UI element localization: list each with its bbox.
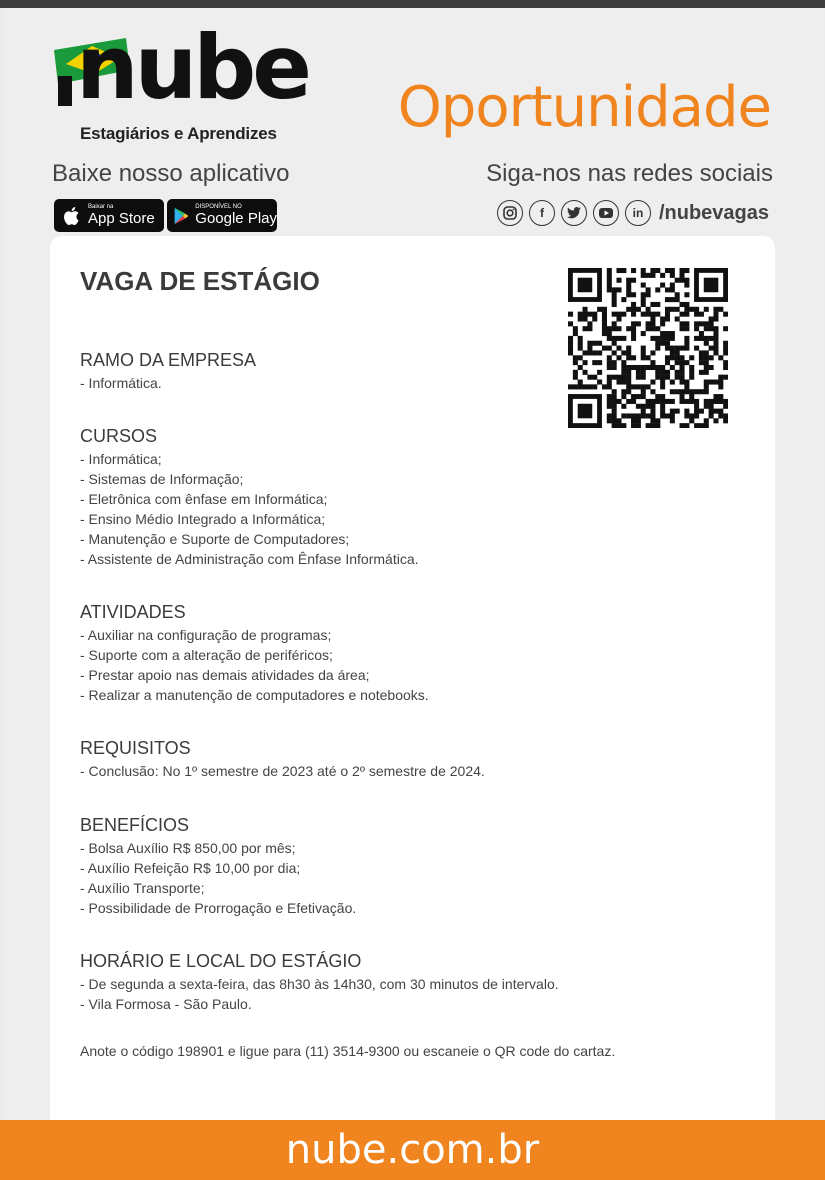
social-handle[interactable]: /nubevagas [658,201,769,224]
list-item: - Possibilidade de Prorrogação e Efetivação. [80,900,357,916]
section-title: REQUISITOS [80,738,191,758]
list-item: - Bolsa Auxílio R$ 850,00 por mês; [80,840,296,856]
section-ramo [80,349,256,393]
list-item: - Ensino Médio Integrado a Informática; [80,511,326,527]
linkedin-icon[interactable]: in [625,200,651,226]
list-item: - Prestar apoio nas demais atividades da área; [80,667,370,683]
logo-wordmark: nube [76,16,308,119]
app-store-label: App Store [88,210,155,227]
list-item: - Informática. [80,375,162,391]
section-title: ATIVIDADES [80,602,186,622]
window-top-bar [0,0,825,8]
contact-note: Anote o código 198901 e ligue para (11) 3514-9300 ou escaneie o QR code do cartaz. [80,1043,616,1059]
list-item: - Informática; [80,451,162,467]
app-download-title: Baixe nosso aplicativo [52,160,290,187]
list-item: - Vila Formosa - São Paulo. [80,996,252,1012]
google-play-label: Google Play [195,210,277,227]
section-title: BENEFÍCIOS [80,815,190,835]
instagram-icon[interactable] [497,200,523,226]
google-play-button[interactable] [167,199,277,232]
list-item: - Auxiliar na configuração de programas; [80,627,332,643]
section-title: HORÁRIO E LOCAL DO ESTÁGIO [80,951,362,971]
section-horario [80,950,559,1014]
list-item: - Conclusão: No 1º semestre de 2023 até o 2º semestre de 2024. [80,763,485,779]
twitter-icon[interactable] [561,200,587,226]
footer-bar [0,1120,825,1180]
job-title: VAGA DE ESTÁGIO [80,266,320,296]
list-item: - Assistente de Administração com Ênfase Informática. [80,551,419,567]
nube-logo [52,16,312,144]
qr-code[interactable] [568,268,728,428]
section-atividades [80,601,429,705]
list-item: - Auxílio Refeição R$ 10,00 por dia; [80,860,301,876]
social-links [497,200,769,226]
section-cursos [80,425,419,569]
headline-oportunidade: Oportunidade [397,75,771,140]
list-item: - Auxílio Transporte; [80,880,205,896]
google-play-icon [173,205,189,227]
section-beneficios [80,814,356,918]
apple-icon [62,205,82,227]
list-item: - Manutenção e Suporte de Computadores; [80,531,350,547]
facebook-icon[interactable]: f [529,200,555,226]
list-item: - Suporte com a alteração de periféricos; [80,647,333,663]
section-title: CURSOS [80,426,158,446]
website-link[interactable]: nube.com.br [285,1127,540,1173]
list-item: - De segunda a sexta-feira, das 8h30 às 14h30, com 30 minutos de intervalo. [80,976,559,992]
job-card [50,236,775,1136]
app-store-button[interactable] [54,199,164,232]
social-title: Siga-nos nas redes sociais [486,160,773,187]
google-play-small-label: DISPONÍVEL NO [195,204,242,210]
logo-subtitle: Estagiários e Aprendizes [80,124,277,143]
list-item: - Realizar a manutenção de computadores e notebooks. [80,687,429,703]
list-item: - Eletrônica com ênfase em Informática; [80,491,328,507]
section-requisitos [80,737,485,781]
youtube-icon[interactable] [593,200,619,226]
list-item: - Sistemas de Informação; [80,471,244,487]
app-store-small-label: Baixar na [88,204,114,210]
section-title: RAMO DA EMPRESA [80,350,257,370]
